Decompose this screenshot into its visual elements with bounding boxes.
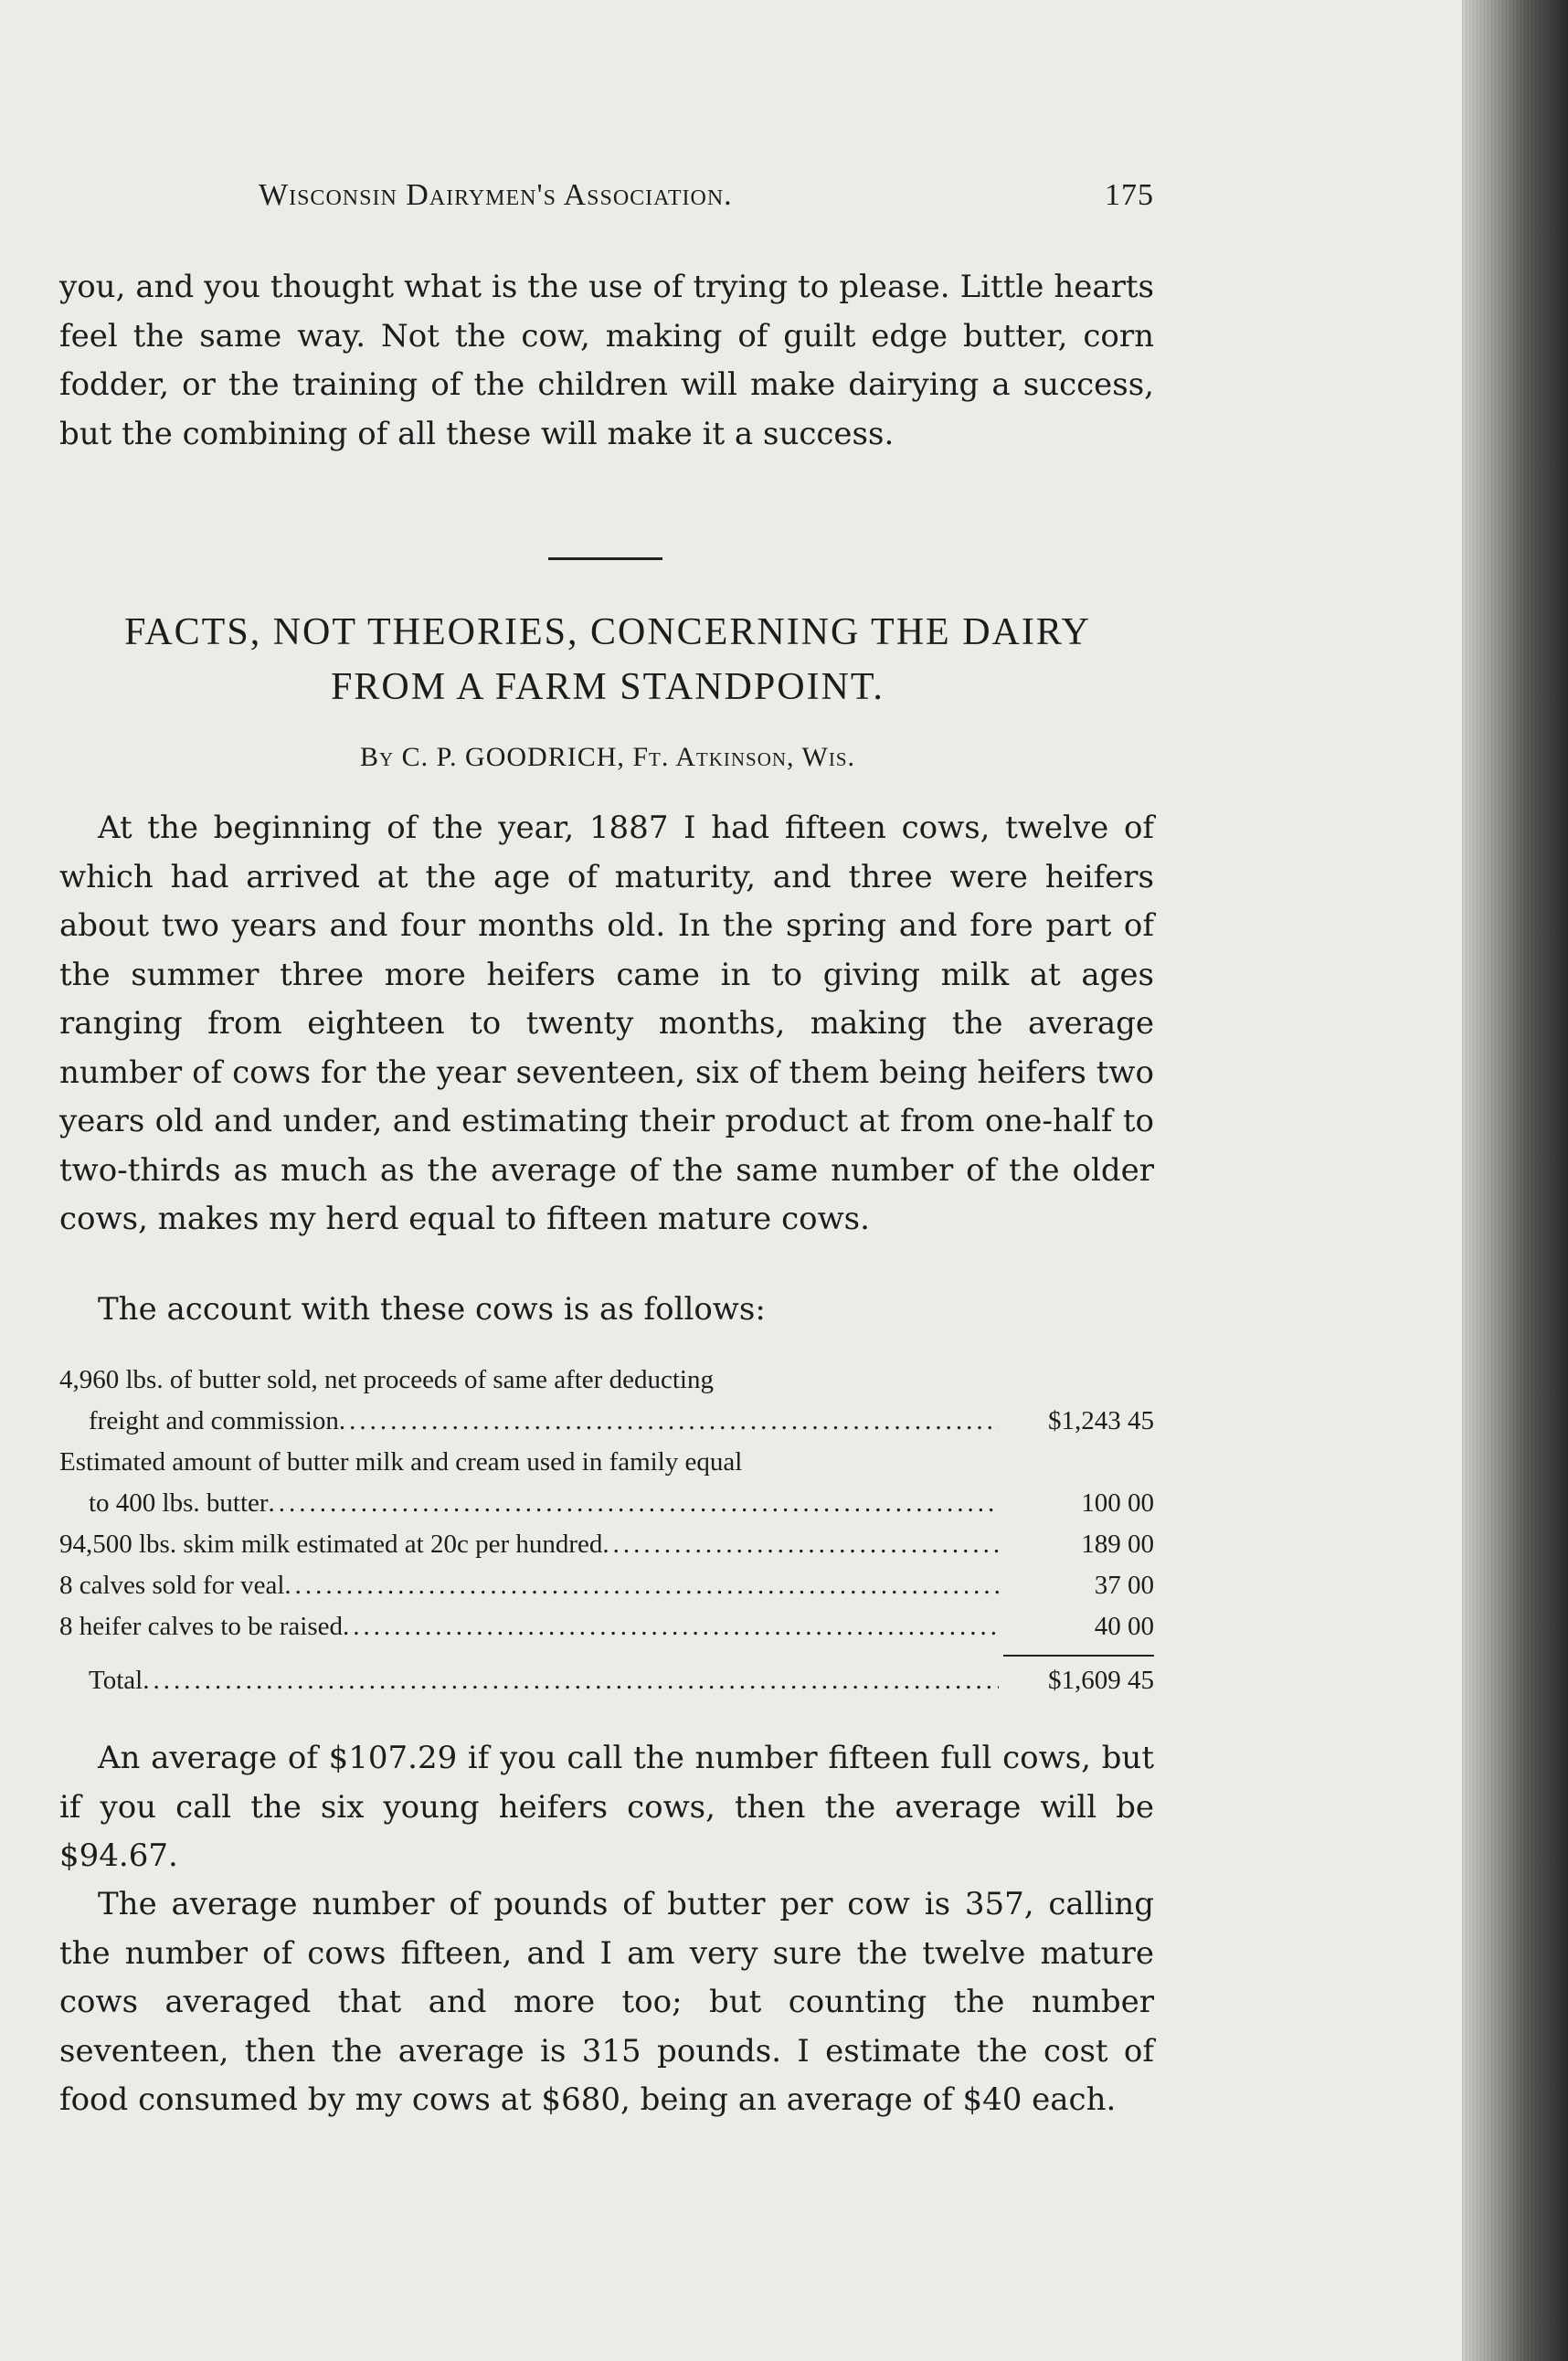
account-row-amount: $1,243 45 <box>1048 1406 1154 1435</box>
article-title-line2: FROM A FARM STANDPOINT. <box>331 666 885 708</box>
account-row-desc: 8 heifer calves to be raised <box>59 1612 343 1641</box>
article-byline: By C. P. GOODRICH, Ft. Atkinson, Wis. <box>359 742 855 772</box>
leader-dots <box>343 1606 999 1647</box>
account-intro: The account with these cows is as follows: <box>98 1291 766 1328</box>
total-rule <box>1003 1655 1154 1657</box>
leader-dots <box>143 1660 999 1701</box>
article-title-line1: FACTS, NOT THEORIES, CONCERNING THE DAIRY <box>124 611 1091 653</box>
account-total-label: Total <box>89 1666 143 1695</box>
leader-dots <box>269 1483 999 1524</box>
account-row-amount: 100 00 <box>1081 1488 1154 1518</box>
paragraph-continued: you, and you thought what is the use of trying to please. Little hearts feel the same way. Not the cow, making of guilt edge butter, corn fodder, or the training of the children will make dairying a success, but the combining of all these will make it a success. <box>59 269 1154 452</box>
account-row-amount: 37 00 <box>1094 1571 1154 1600</box>
section-divider <box>548 557 662 560</box>
page-number: 175 <box>1105 178 1154 212</box>
account-row <box>59 1606 1154 1647</box>
account-row-desc-line1: Estimated amount of butter milk and cream used in family equal <box>59 1447 743 1477</box>
account-table <box>59 1360 1154 1701</box>
account-total-amount: $1,609 45 <box>1048 1666 1154 1695</box>
leader-dots <box>602 1524 999 1565</box>
account-row-amount: 40 00 <box>1094 1612 1154 1641</box>
account-row-desc: to 400 lbs. butter <box>89 1488 269 1518</box>
account-row-desc: 94,500 lbs. skim milk estimated at 20c per hundred <box>59 1530 603 1559</box>
article-title <box>55 605 1160 715</box>
account-row-desc: 8 calves sold for veal <box>59 1571 285 1600</box>
paragraph-butter-per-cow: The average number of pounds of butter per cow is 357, calling the number of cows fifteen, and I am very sure the twelve mature cows averaged that and more too; but counting the number seventeen, then the average is 315 pounds. I estimate the cost of food consumed by my cows at $680, being an average of $40 each. <box>59 1886 1154 2118</box>
leader-dots <box>339 1401 999 1442</box>
account-total-row <box>59 1660 1154 1701</box>
running-title: Wisconsin Dairymen's Association. <box>259 178 733 212</box>
running-header <box>259 178 1154 213</box>
account-row <box>59 1524 1154 1565</box>
account-row-amount: 189 00 <box>1081 1530 1154 1559</box>
paragraph-herd: At the beginning of the year, 1887 I had fifteen cows, twelve of which had arrived at the age of maturity, and three were heifers about two years and four months old. In the spring and fore part of the summer three more heifers came in to giving milk at ages ranging from eighteen to twenty months, making the average number of cows for the year seventeen, six of them being heifers two years old and under, and estimating their product at from one-half to two-thirds as much as the average of the same number of the older cows, makes my herd equal to fifteen mature cows. <box>59 810 1154 1237</box>
account-row <box>59 1360 1154 1442</box>
account-row <box>59 1565 1154 1606</box>
leader-dots <box>284 1565 999 1606</box>
page-edge-texture <box>1462 0 1553 2361</box>
account-row-desc-line1: 4,960 lbs. of butter sold, net proceeds of same after deducting <box>59 1365 714 1394</box>
account-row <box>59 1442 1154 1524</box>
paragraph-average-value: An average of $107.29 if you call the number fifteen full cows, but if you call the six young heifers cows, then the average will be $94.67. <box>59 1740 1154 1874</box>
account-row-desc: freight and commission <box>89 1406 339 1435</box>
